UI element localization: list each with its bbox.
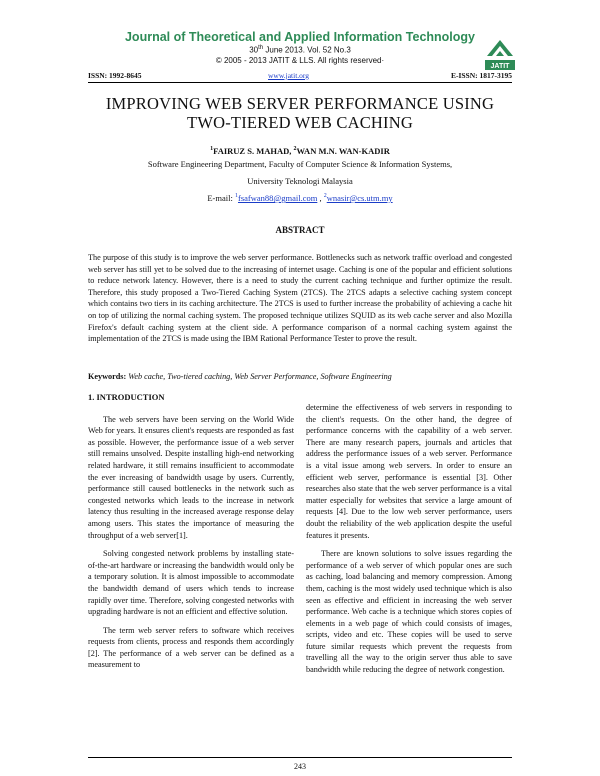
- issue-day-suffix: th: [258, 45, 264, 51]
- body-column-right: [306, 402, 512, 683]
- paper-title-line-1: IMPROVING WEB SERVER PERFORMANCE USING: [105, 94, 495, 113]
- author1-marker: 1: [210, 146, 214, 153]
- email2-link[interactable]: wnasir@cs.utm.my: [326, 193, 393, 203]
- intro-paragraph-1: The web servers have been serving on the World Wide Web for years. It ensures client's requests are responded as fast as possible. However, the performance issue of a web server still remains unsolved. Despite installing high-end networking related hardware, it still remains insufficient to accommodate the ever increasing of bandwidth usage by users. Currently, performance still caused bottlenecks in the network such as congested networks which leads to the increase in network latency thus resulting in the increased average response delay among users. This states the importance of measuring the throughput of a web server[1].: [88, 414, 294, 540]
- author2-name: WAN M.N. WAN-KADIR: [296, 146, 390, 156]
- electronic-issn: E-ISSN: 1817-3195: [450, 71, 512, 80]
- copyright-notice: © 2005 - 2013 JATIT & LLS. All rights reserved·: [215, 56, 385, 65]
- intro-paragraph-2: Solving congested network problems by installing state-of-the-art hardware or increasing the bandwidth would only be a temporary solution. It is almost impossible to accommodate the bandwidth demand of users which tends to increase rapidly over time. Therefore, solving congested networks with upgrading hardware is not an efficient and effective solution.: [88, 549, 294, 617]
- author2-marker: 2: [293, 146, 297, 153]
- affiliation-department: Software Engineering Department, Faculty of Computer Science & Information Systems,: [147, 159, 453, 169]
- keywords-label: Keywords:: [88, 372, 129, 381]
- journal-website-link[interactable]: www.jatit.org: [268, 71, 310, 80]
- page-number: 243: [294, 762, 306, 771]
- abstract-heading: ABSTRACT: [275, 225, 325, 235]
- author1-name: FAIRUZ S. MAHAD,: [213, 146, 294, 156]
- email1-link[interactable]: fsafwan88@gmail.com: [237, 193, 318, 203]
- author-list: [0, 146, 600, 156]
- footer-divider: [88, 757, 512, 758]
- affiliation-university: University Teknologi Malaysia: [247, 176, 353, 186]
- jatit-logo: [483, 38, 517, 72]
- keywords-value: Web cache, Two-tiered caching, Web Server Performance, Software Engineering: [128, 372, 392, 381]
- paper-title: [60, 94, 540, 132]
- abstract-text: The purpose of this study is to improve the web server performance. Bottlenecks such as network traffic overload and congested web server has still yet to be solved due to the increasing of internet usage. Caching is one of the popular and efficient solutions to reduce network latency. However, there is a need to study the current caching technique and further optimize the result. Therefore, this study proposed a Two-Tiered Caching System (2TCS). The 2TCS adapts a selective caching system concept which contains two tiers in its caching architecture. The 2TCS is used to further increase the probability of achieving a cache hit on top of utilizing the normal caching system. The proposed technique utilizes SQUID as its web cache server and also Mozilla Firefox's default caching system at the client side. A performance comparison of a normal caching system against the implementation of the 2TCS is made using the IBM Rational Performance Tester to prove the result.: [88, 253, 512, 344]
- email1-marker: 1: [234, 193, 238, 200]
- print-issn: ISSN: 1992-8645: [88, 71, 142, 80]
- intro-paragraph-3: The term web server refers to software which receives requests from clients, process and responds them accordingly [2]. The performance of a web server can be defined as a measurement to: [88, 625, 294, 670]
- logo-text: JATIT: [490, 63, 510, 70]
- journal-title: Journal of Theoretical and Applied Information Technology: [124, 30, 476, 44]
- issue-day: 30: [249, 45, 259, 55]
- section-heading-introduction: 1. INTRODUCTION: [88, 392, 165, 402]
- header-divider: [88, 82, 512, 83]
- email2-marker: 2: [323, 193, 327, 200]
- issue-details: June 2013. Vol. 52 No.3: [263, 45, 351, 55]
- body-column-left: [88, 392, 294, 678]
- intro-paragraph-3-continued: determine the effectiveness of web servers in responding to the client's requests. On the other hand, the degree of performance concerns with the capability of a web server. There are many research papers, journals and articles that address the performance issues of a web server. Performance is a vital issue among web servers. In order to ensure an efficient web server, performance is essential [3]. Other researches also state that the web server performance is a vital matter especially for websites that service a large amount of requests [4]. Due to the low web server performance, users doubt the reliability of the web application despite the useful features it presents.: [306, 403, 512, 540]
- keywords: [88, 372, 512, 381]
- email-label: E-mail:: [207, 193, 235, 203]
- email-separator: ,: [317, 193, 324, 203]
- author-emails: [0, 193, 600, 203]
- paper-title-line-2: TWO-TIERED WEB CACHING: [187, 113, 413, 132]
- intro-paragraph-4: There are known solutions to solve issues regarding the performance of a web server of which popular ones are such as caching, load balancing and memory compression. Among them, caching is the most widely used technique which is also seen as effective and efficient in increasing the web server performance. Web cache is a technique which stores copies of elements in a web page of which could consists of images, scripts, video and etc. These copies will be used to serve future similar requests which prevent the requests from travelling all the way to the origin server thus able to save bandwidth while reducing the degree of network congestion.: [306, 549, 512, 675]
